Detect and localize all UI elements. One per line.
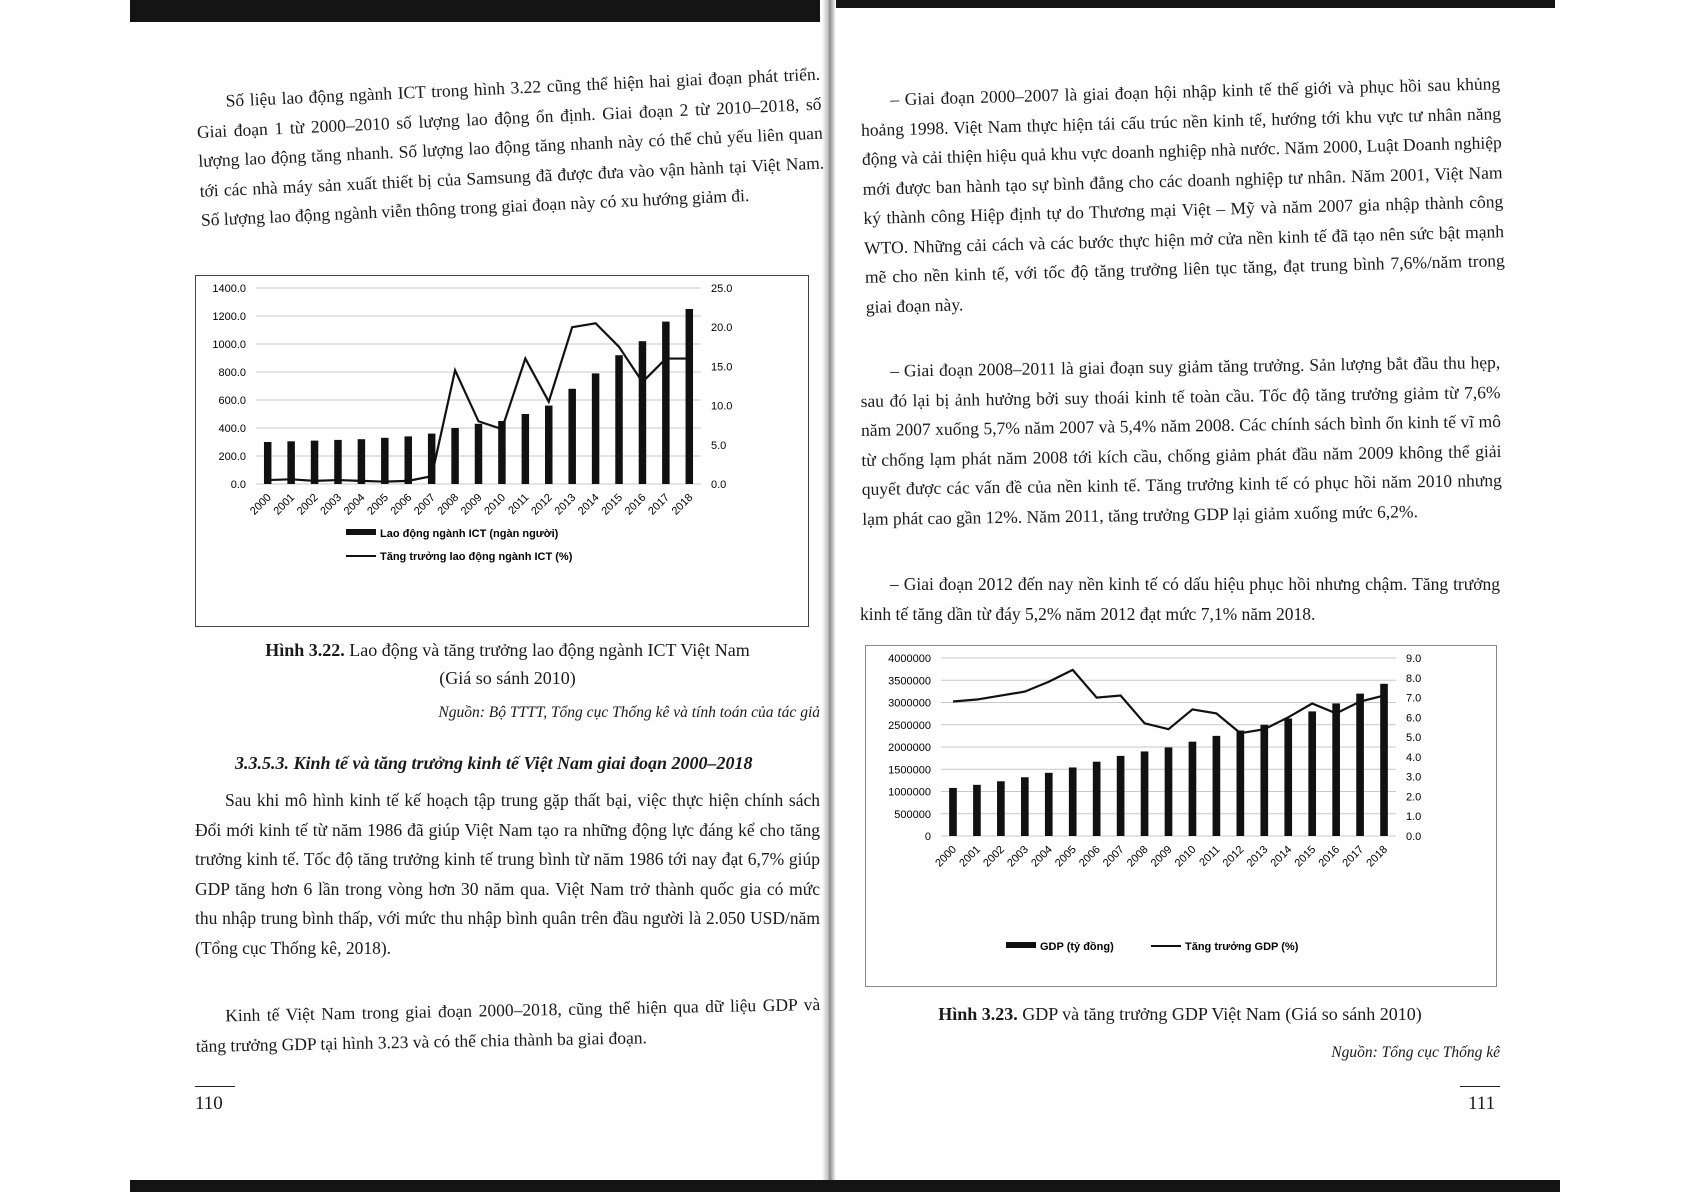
right-paragraph-3: – Giai đoạn 2012 đến nay nền kinh tế có dấu hiệu phục hồi nhưng chậm. Tăng trưởng kinh tế tăng dần từ đáy 5,2% năm 2012 đạt mức 7,1% năm 2018. [860,574,1500,624]
category-label: 2012 [529,491,555,518]
bar [1213,736,1221,836]
category-label: 2016 [622,491,649,518]
scan-shadow-top-left [130,0,820,22]
bar [973,785,981,836]
bar [1141,751,1149,836]
right-axis-tick: 0.0 [1406,831,1422,843]
intro-paragraph: Số liệu lao động ngành ICT trong hình 3.22 cũng thể hiện hai giai đoạn phát triển. Giai đoạn 1 từ 2000–2010 số lượng lao động ổn định. Giai đoạn 2 từ 2010–2018, số lượng lao động tăng nhanh. Số lượng lao động tăng nhanh này có thể chủ yếu liên quan tới các nhà máy sản xuất thiết bị của Samsung đã được đưa vào vận hành tại Việt Nam. Số lượng lao động ngành viễn thông trong giai đoạn này có xu hướng giảm đi. [196,63,825,230]
category-label: 2004 [341,491,368,518]
bar [381,438,388,484]
left-axis-tick: 1500000 [888,764,931,777]
category-label: 2003 [1005,843,1031,870]
right-axis-tick: 8.0 [1406,672,1422,685]
right-axis-tick: 5.0 [711,439,727,452]
bar [1356,694,1364,836]
caption-subtext: (Giá so sánh 2010) [439,668,576,688]
right-paragraph-1: – Giai đoạn 2000–2007 là giai đoạn hội nhập kinh tế thế giới và phục hồi sau khủng hoảng 1998. Việt Nam thực hiện tái cấu trúc nền kinh tế, hướng tới khu vực tư nhân năng động và cải thiện hiệu quả khu vực doanh nghiệp nhà nước. Năm 2000, Luật Doanh nghiệp mới được ban hành tạo sự bình đẳng cho các doanh nghiệp tư nhân. Năm 2001, Việt Nam ký thành công Hiệp định tự do Thương mại Việt – Mỹ và năm 2007 gia nhập thành công WTO. Những cải cách và các bước thực hiện mở cửa nền kinh tế đã tạo nên sức bật mạnh mẽ cho nền kinh tế, với tốc độ tăng trưởng liên tục tăng, đạt trung bình 7,6%/năm trong giai đoạn này. [860,73,1506,317]
category-label: 2008 [1124,843,1151,870]
legend-label-bar: Lao động ngành ICT (ngàn người) [380,528,559,540]
caption-text-2: GDP và tăng trưởng GDP Việt Nam (Giá so sánh 2010) [1022,1004,1422,1024]
caption-label-2: Hình 3.23. [938,1004,1018,1024]
category-label: 2018 [669,491,696,518]
bar [311,441,318,484]
bar [1237,731,1245,836]
category-label: 2015 [1292,843,1319,870]
bar [522,414,529,484]
bar [592,373,599,484]
left-axis-tick: 1000.0 [212,339,246,351]
bar [662,322,669,484]
category-label: 2005 [1053,843,1079,870]
category-label: 2002 [981,843,1007,870]
category-label: 2005 [365,491,391,518]
left-axis-tick: 600.0 [218,395,246,407]
category-label: 2014 [575,491,602,518]
right-axis-tick: 10.0 [711,400,733,413]
bar [358,439,365,484]
right-axis-tick: 7.0 [1406,692,1422,705]
figure-3-22 [195,275,809,627]
category-label: 2017 [646,491,672,518]
category-label: 2009 [1148,843,1175,870]
bar [1308,711,1316,836]
left-axis-tick: 1200.0 [212,311,246,323]
category-label: 2009 [458,491,485,518]
bar [1189,742,1197,836]
scan-shadow-top-right [835,0,1555,8]
category-label: 2007 [411,491,438,518]
right-axis-tick: 9.0 [1406,653,1422,665]
bar [264,442,271,484]
figure-3-23-caption [860,1000,1500,1028]
page-rule-left [195,1086,235,1087]
figure-source-2: Nguồn: Tổng cục Thống kê [1331,1044,1500,1061]
category-label: 2014 [1268,843,1295,870]
bar [568,389,575,484]
bar [639,341,646,484]
bar [1021,777,1029,836]
section-heading: 3.3.5.3. Kinh tế và tăng trưởng kinh tế Việt Nam giai đoạn 2000–2018 [235,753,753,773]
legend-swatch-bar [346,529,376,535]
figure-3-22-caption [195,636,820,664]
right-paragraph-2: – Giai đoạn 2008–2011 là giai đoạn suy giảm tăng trưởng. Sản lượng bắt đầu thu hẹp, sau đó lại bị ảnh hưởng bởi suy thoái kinh tế toàn cầu. Tốc độ tăng trưởng giảm từ 7,6% năm 2007 xuống 5,7% năm 2007 và 5,4% năm 2008. Các chính sách bình ổn kinh tế vĩ mô từ chống lạm phát năm 2008 tới kích cầu, chống giảm phát đầu năm 2009 không thể giải quyết được các vấn đề của nền kinh tế. Tăng trưởng kinh tế có phục hồi năm 2010 nhưng lạm phát cao gần 12%. Năm 2011, tăng trưởng GDP lại giảm xuống mức 6,2%. [860,352,1502,529]
left-axis-tick: 800.0 [218,367,246,379]
right-axis-tick: 20.0 [711,322,733,335]
category-label: 2013 [552,491,579,518]
category-label: 2007 [1100,843,1127,870]
bar [997,781,1005,836]
right-axis-tick: 5.0 [1406,732,1422,745]
left-axis-tick: 400.0 [218,423,246,435]
left-axis-tick: 4000000 [888,653,931,665]
bar [1069,767,1077,836]
left-axis-tick: 3500000 [888,675,931,688]
category-label: 2011 [1197,843,1223,869]
bar [1380,684,1388,836]
category-label: 2003 [318,491,345,518]
category-label: 2004 [1029,843,1055,870]
category-label: 2001 [957,843,984,870]
bar [949,788,957,836]
figure-3-22-caption-block [195,636,820,726]
left-axis-tick: 500000 [894,808,931,821]
category-label: 2015 [599,491,626,518]
bar [615,355,622,484]
bar [451,428,458,484]
bar [1045,773,1053,836]
category-label: 2006 [1076,843,1103,870]
category-label: 2008 [435,491,462,518]
legend-label-bar: GDP (tỷ đồng) [1040,941,1114,953]
bar [287,441,294,484]
right-axis-tick: 0.0 [711,479,727,491]
bar [1260,725,1268,836]
bar [1165,747,1173,836]
category-label: 2010 [1172,843,1199,870]
category-label: 2000 [933,843,960,870]
paragraph-3: Kinh tế Việt Nam trong giai đoạn 2000–2018, cũng thể hiện qua dữ liệu GDP và tăng trưởng GDP tại hình 3.23 và có thể chia thành ba giai đoạn. [195,994,821,1056]
page-rule-right [1460,1086,1500,1087]
left-axis-tick: 2000000 [888,742,931,754]
bar [334,440,341,484]
ict-labour-chart [196,276,808,626]
category-label: 2016 [1316,843,1343,870]
right-axis-tick: 25.0 [711,283,733,295]
right-axis-tick: 6.0 [1406,712,1422,725]
bar [475,424,482,484]
left-axis-tick: 0.0 [230,479,246,491]
growth-line [953,670,1384,733]
figure-source: Nguồn: Bộ TTTT, Tổng cục Thống kê và tính toán của tác giả [438,704,820,721]
bar [1332,703,1340,836]
bar [545,406,552,484]
category-label: 2012 [1220,843,1247,870]
figure-3-23 [865,645,1497,987]
caption-text: Lao động và tăng trưởng lao động ngành ICT Việt Nam [349,640,750,660]
bar [1117,756,1125,836]
legend-label-line: Tăng trưởng GDP (%) [1185,941,1299,953]
bar [498,421,505,484]
category-label: 2010 [482,491,509,518]
caption-label: Hình 3.22. [265,640,345,660]
left-axis-tick: 200.0 [218,451,246,463]
bar [404,436,411,484]
category-label: 2001 [271,491,298,518]
bar [686,309,693,484]
bar [1093,762,1101,836]
left-axis-tick: 2500000 [888,719,931,732]
category-label: 2002 [294,491,321,518]
scan-shadow-bottom [130,1180,1560,1192]
category-label: 2017 [1340,843,1367,870]
right-axis-tick: 1.0 [1406,811,1422,824]
right-axis-tick: 3.0 [1406,771,1422,784]
right-axis-tick: 4.0 [1406,751,1422,764]
bar [1284,719,1292,836]
left-axis-tick: 1400.0 [212,283,246,295]
legend-label-line: Tăng trưởng lao động ngành ICT (%) [380,551,573,563]
right-axis-tick: 2.0 [1406,791,1422,804]
left-axis-tick: 1000000 [888,786,931,799]
category-label: 2000 [248,491,274,518]
left-axis-tick: 0 [924,831,931,843]
category-label: 2013 [1244,843,1271,870]
left-axis-tick: 3000000 [888,697,931,710]
category-label: 2011 [506,491,532,517]
paragraph-2: Sau khi mô hình kinh tế kế hoạch tập trung gặp thất bại, việc thực hiện chính sách Đổi mới kinh tế từ năm 1986 đã giúp Việt Nam tạo ra những động lực đáng kể cho tăng trưởng kinh tế. Tốc độ tăng trưởng kinh tế trung bình từ năm 1986 tới nay đạt 6,7% giúp GDP tăng hơn 6 lần trong vòng hơn 30 năm qua. Việt Nam trở thành quốc gia có mức thu nhập trung bình thấp, với mức thu nhập bình quân trên đầu người là 2.050 USD/năm (Tổng cục Thống kê, 2018). [195,790,820,958]
legend-swatch-bar [1006,942,1036,948]
page-number-right: 111 [1468,1093,1496,1114]
category-label: 2018 [1364,843,1391,870]
page-number-left: 110 [195,1093,223,1114]
category-label: 2006 [388,491,415,518]
gdp-chart [866,646,1496,986]
right-axis-tick: 15.0 [711,361,733,374]
